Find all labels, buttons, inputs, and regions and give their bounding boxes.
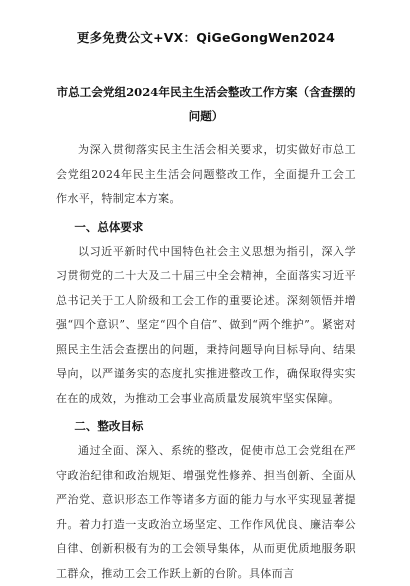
- section-paragraph-general-requirements: 以习近平新时代中国特色社会主义思想为指引，深入学习贯彻党的二十大及二十届三中全会精神，全面落实习近平总书记关于工人阶级和工会工作的重要论述。深刻领悟并增强“四个意识”、坚定“四个自信”、做到“两个维护”。紧密对照民主生活会查摆出的问题，秉持问题导向目标导向、结果导向，以严谨务实的态度扎实推进整改工作，确保取得实实在在的成效，为推动工会事业高质量发展筑牢坚实保障。: [56, 244, 356, 405]
- header-banner: 更多免费公文+VX：QiGeGongWen2024: [76, 30, 336, 45]
- section-heading-rectification-goals: 二、整改目标: [74, 419, 144, 433]
- section-heading-general-requirements: 一、总体要求: [74, 219, 144, 234]
- document-title: 市总工会党组2024年民主生活会整改工作方案（含查摆的问题）: [56, 85, 356, 123]
- section-paragraph-rectification-goals: 通过全面、深入、系统的整改，促使市总工会党组在严守政治纪律和政治规矩、增强党性修养、担当创新、全面从严治党、意识形态工作等诸多方面的能力与水平实现显著提升。着力打造一支政治立场坚定、工作作风优良、廉洁奉公自律、创新积极有为的工会领导集体，从而更优质地服务职工群众，推动工会工作跃上新的台阶。具体而言: [56, 444, 356, 580]
- intro-paragraph: 为深入贯彻落实民主生活会相关要求，切实做好市总工会党组2024年民主生活会问题整改工作，全面提升工会工作水平，特制定本方案。: [56, 143, 356, 205]
